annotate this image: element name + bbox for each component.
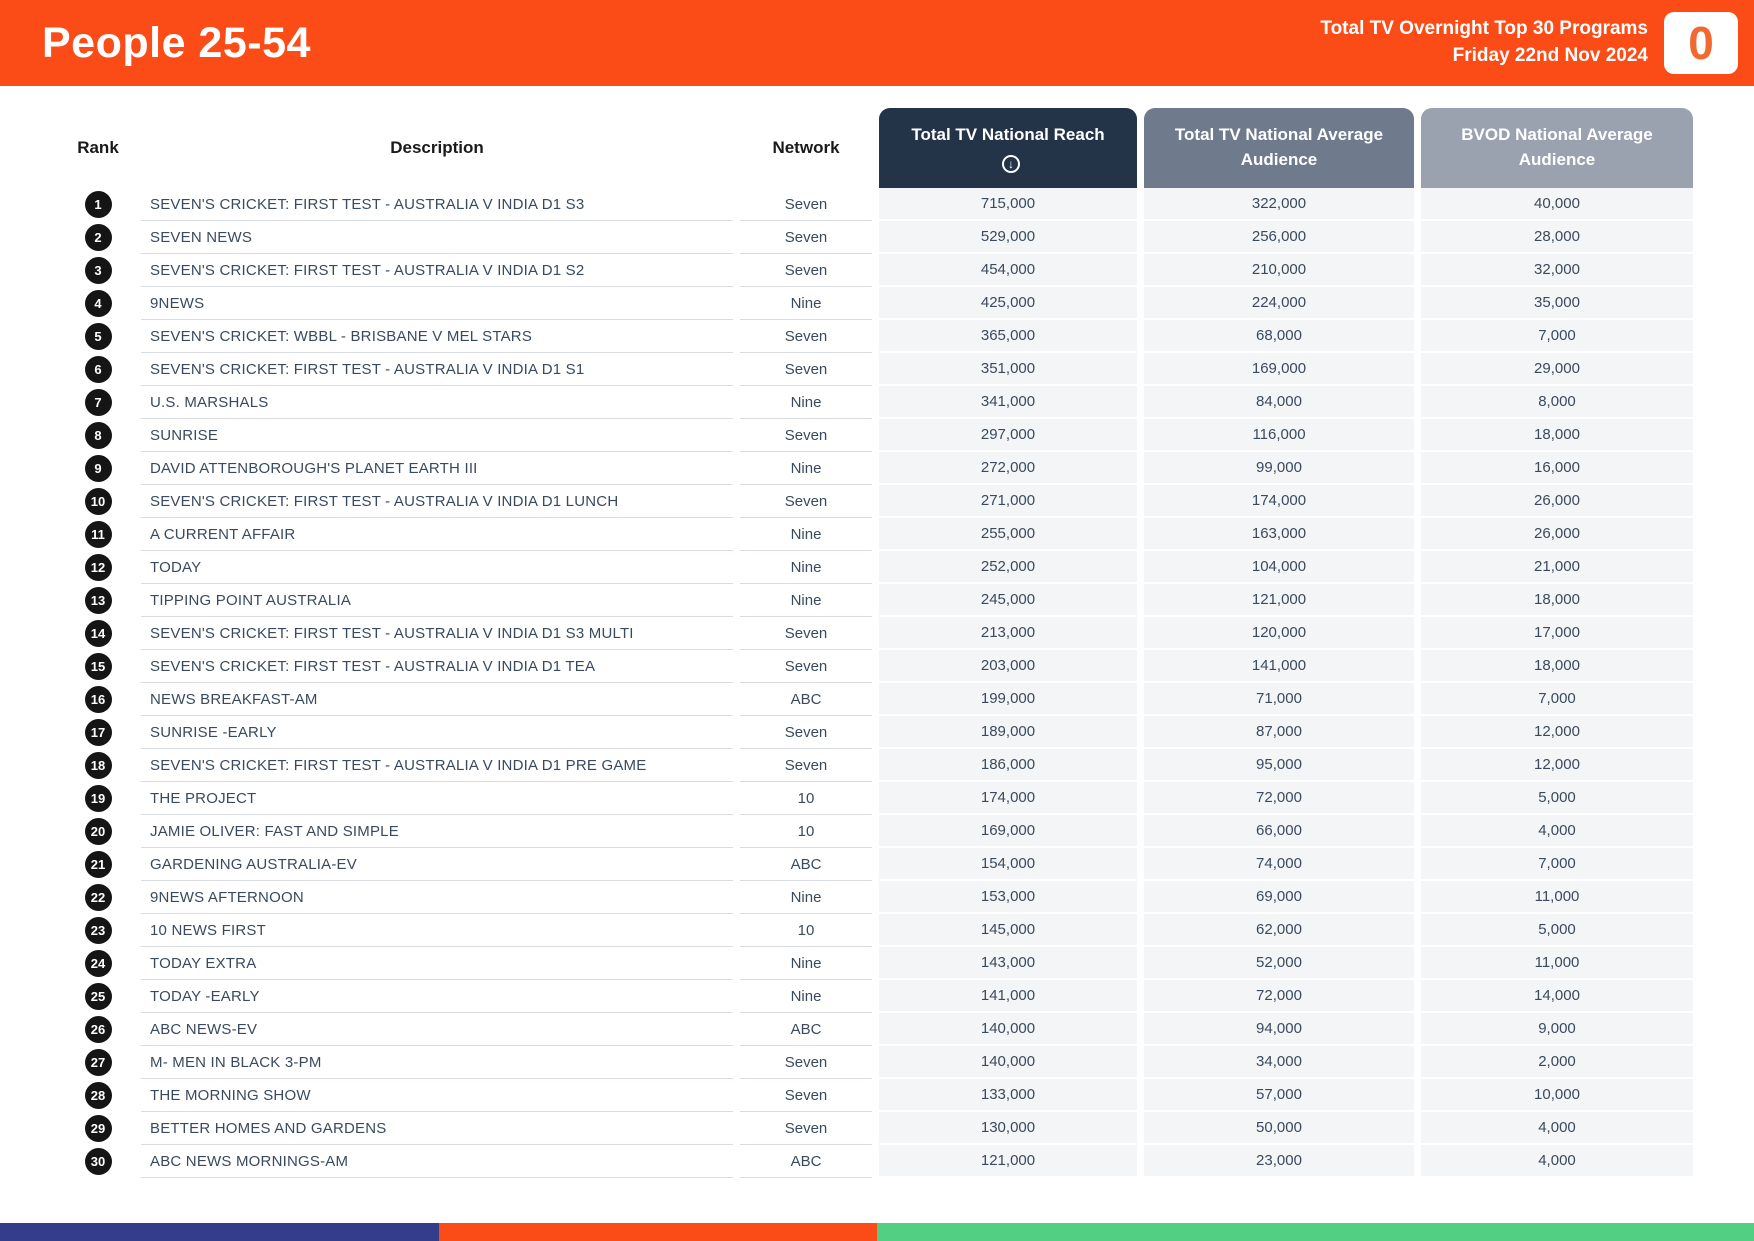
report-date: Friday 22nd Nov 2024 xyxy=(1452,45,1648,66)
rank-badge: 23 xyxy=(85,917,112,944)
network-cell: Nine xyxy=(740,551,872,584)
description-cell: 10 NEWS FIRST xyxy=(141,914,733,947)
avg-cell: 52,000 xyxy=(1144,947,1414,980)
description-cell: BETTER HOMES AND GARDENS xyxy=(141,1112,733,1145)
table-row xyxy=(62,914,1693,947)
network-cell: Seven xyxy=(740,650,872,683)
table-row xyxy=(62,320,1693,353)
rank-cell xyxy=(62,947,134,980)
table-row xyxy=(62,1046,1693,1079)
reach-cell: 245,000 xyxy=(879,584,1137,617)
bvod-cell: 16,000 xyxy=(1421,452,1693,485)
rank-cell xyxy=(62,551,134,584)
footer-bar-navy-segment xyxy=(0,1223,439,1241)
rank-badge: 11 xyxy=(85,521,112,548)
rank-cell xyxy=(62,188,134,221)
table-row xyxy=(62,419,1693,452)
reach-cell: 272,000 xyxy=(879,452,1137,485)
table-row xyxy=(62,980,1693,1013)
rank-badge: 2 xyxy=(85,224,112,251)
reach-cell: 425,000 xyxy=(879,287,1137,320)
avg-cell: 72,000 xyxy=(1144,980,1414,1013)
table-row xyxy=(62,683,1693,716)
column-header-bvod-average-audience: BVOD National Average Audience xyxy=(1421,108,1693,188)
rank-badge: 10 xyxy=(85,488,112,515)
network-cell: Seven xyxy=(740,1046,872,1079)
avg-cell: 169,000 xyxy=(1144,353,1414,386)
network-cell: Nine xyxy=(740,584,872,617)
network-cell: Nine xyxy=(740,518,872,551)
column-header-total-tv-reach[interactable] xyxy=(879,108,1137,188)
bvod-cell: 40,000 xyxy=(1421,188,1693,221)
description-cell: 9NEWS AFTERNOON xyxy=(141,881,733,914)
avg-cell: 121,000 xyxy=(1144,584,1414,617)
reach-cell: 203,000 xyxy=(879,650,1137,683)
network-cell: Seven xyxy=(740,419,872,452)
rank-badge: 20 xyxy=(85,818,112,845)
table-row xyxy=(62,518,1693,551)
reach-cell: 365,000 xyxy=(879,320,1137,353)
rank-badge: 12 xyxy=(85,554,112,581)
column-header-total-tv-average-audience: Total TV National Average Audience xyxy=(1144,108,1414,188)
description-cell: SEVEN'S CRICKET: FIRST TEST - AUSTRALIA V INDIA D1 TEA xyxy=(141,650,733,683)
description-cell: SUNRISE xyxy=(141,419,733,452)
network-cell: ABC xyxy=(740,848,872,881)
footer-color-bar xyxy=(0,1223,1754,1241)
description-cell: ABC NEWS MORNINGS-AM xyxy=(141,1145,733,1178)
bvod-cell: 18,000 xyxy=(1421,419,1693,452)
rank-badge: 26 xyxy=(85,1016,112,1043)
description-cell: A CURRENT AFFAIR xyxy=(141,518,733,551)
description-cell: SEVEN'S CRICKET: FIRST TEST - AUSTRALIA V INDIA D1 S3 xyxy=(141,188,733,221)
rank-cell xyxy=(62,287,134,320)
reach-cell: 130,000 xyxy=(879,1112,1137,1145)
rank-badge: 8 xyxy=(85,422,112,449)
network-cell: ABC xyxy=(740,1145,872,1178)
bvod-cell: 4,000 xyxy=(1421,1112,1693,1145)
avg-cell: 23,000 xyxy=(1144,1145,1414,1178)
rank-badge: 15 xyxy=(85,653,112,680)
table-row xyxy=(62,1145,1693,1178)
rank-cell xyxy=(62,914,134,947)
rank-cell xyxy=(62,980,134,1013)
table-row xyxy=(62,1112,1693,1145)
rank-cell xyxy=(62,848,134,881)
description-cell: SEVEN'S CRICKET: WBBL - BRISBANE V MEL STARS xyxy=(141,320,733,353)
reach-cell: 715,000 xyxy=(879,188,1137,221)
rank-badge: 22 xyxy=(85,884,112,911)
description-cell: ABC NEWS-EV xyxy=(141,1013,733,1046)
reach-cell: 213,000 xyxy=(879,617,1137,650)
bvod-cell: 35,000 xyxy=(1421,287,1693,320)
rank-cell xyxy=(62,452,134,485)
rank-cell xyxy=(62,815,134,848)
footer-bar-orange-segment xyxy=(439,1223,878,1241)
description-cell: SEVEN NEWS xyxy=(141,221,733,254)
column-header-network: Network xyxy=(772,138,840,157)
avg-cell: 120,000 xyxy=(1144,617,1414,650)
avg-cell: 256,000 xyxy=(1144,221,1414,254)
network-cell: Seven xyxy=(740,320,872,353)
bvod-cell: 11,000 xyxy=(1421,881,1693,914)
reach-cell: 252,000 xyxy=(879,551,1137,584)
avg-cell: 104,000 xyxy=(1144,551,1414,584)
rank-cell xyxy=(62,221,134,254)
rank-badge: 19 xyxy=(85,785,112,812)
bvod-cell: 10,000 xyxy=(1421,1079,1693,1112)
description-cell: SEVEN'S CRICKET: FIRST TEST - AUSTRALIA V INDIA D1 LUNCH xyxy=(141,485,733,518)
description-cell: THE MORNING SHOW xyxy=(141,1079,733,1112)
table-row xyxy=(62,815,1693,848)
avg-cell: 71,000 xyxy=(1144,683,1414,716)
table-body xyxy=(62,188,1693,1178)
reach-cell: 154,000 xyxy=(879,848,1137,881)
rank-badge: 14 xyxy=(85,620,112,647)
page-title: People 25-54 xyxy=(42,18,311,67)
table-row xyxy=(62,188,1693,221)
table-row xyxy=(62,1079,1693,1112)
bvod-cell: 12,000 xyxy=(1421,716,1693,749)
table-header-row xyxy=(62,108,1693,188)
avg-cell: 72,000 xyxy=(1144,782,1414,815)
rank-badge: 9 xyxy=(85,455,112,482)
rank-badge: 7 xyxy=(85,389,112,416)
bvod-cell: 9,000 xyxy=(1421,1013,1693,1046)
bvod-cell: 5,000 xyxy=(1421,782,1693,815)
description-cell: 9NEWS xyxy=(141,287,733,320)
table-row xyxy=(62,584,1693,617)
rank-cell xyxy=(62,650,134,683)
reach-cell: 140,000 xyxy=(879,1046,1137,1079)
avg-cell: 163,000 xyxy=(1144,518,1414,551)
table-row xyxy=(62,881,1693,914)
description-cell: SEVEN'S CRICKET: FIRST TEST - AUSTRALIA V INDIA D1 S2 xyxy=(141,254,733,287)
rank-cell xyxy=(62,683,134,716)
rank-cell xyxy=(62,617,134,650)
avg-cell: 34,000 xyxy=(1144,1046,1414,1079)
avg-cell: 68,000 xyxy=(1144,320,1414,353)
reach-cell: 145,000 xyxy=(879,914,1137,947)
rank-badge: 18 xyxy=(85,752,112,779)
description-cell: SUNRISE -EARLY xyxy=(141,716,733,749)
bvod-cell: 7,000 xyxy=(1421,320,1693,353)
avg-cell: 99,000 xyxy=(1144,452,1414,485)
column-header-total-tv-reach-label: Total TV National Reach xyxy=(911,125,1105,145)
rank-cell xyxy=(62,749,134,782)
rank-cell xyxy=(62,320,134,353)
bvod-cell: 26,000 xyxy=(1421,518,1693,551)
bvod-cell: 29,000 xyxy=(1421,353,1693,386)
network-cell: Seven xyxy=(740,188,872,221)
description-cell: SEVEN'S CRICKET: FIRST TEST - AUSTRALIA V INDIA D1 PRE GAME xyxy=(141,749,733,782)
reach-cell: 141,000 xyxy=(879,980,1137,1013)
reach-cell: 143,000 xyxy=(879,947,1137,980)
reach-cell: 255,000 xyxy=(879,518,1137,551)
bvod-cell: 32,000 xyxy=(1421,254,1693,287)
network-cell: Nine xyxy=(740,287,872,320)
bvod-cell: 2,000 xyxy=(1421,1046,1693,1079)
network-cell: Seven xyxy=(740,716,872,749)
rank-cell xyxy=(62,716,134,749)
rank-badge: 3 xyxy=(85,257,112,284)
rank-badge: 21 xyxy=(85,851,112,878)
table-row xyxy=(62,650,1693,683)
rank-badge: 24 xyxy=(85,950,112,977)
bvod-cell: 28,000 xyxy=(1421,221,1693,254)
reach-cell: 189,000 xyxy=(879,716,1137,749)
rank-badge: 4 xyxy=(85,290,112,317)
rank-badge: 29 xyxy=(85,1115,112,1142)
table-row xyxy=(62,551,1693,584)
description-cell: NEWS BREAKFAST-AM xyxy=(141,683,733,716)
network-cell: Nine xyxy=(740,980,872,1013)
avg-cell: 50,000 xyxy=(1144,1112,1414,1145)
rank-badge: 27 xyxy=(85,1049,112,1076)
rank-badge: 13 xyxy=(85,587,112,614)
avg-cell: 322,000 xyxy=(1144,188,1414,221)
rank-cell xyxy=(62,782,134,815)
table-row xyxy=(62,782,1693,815)
table-row xyxy=(62,848,1693,881)
rank-badge: 5 xyxy=(85,323,112,350)
bvod-cell: 26,000 xyxy=(1421,485,1693,518)
avg-cell: 69,000 xyxy=(1144,881,1414,914)
avg-cell: 174,000 xyxy=(1144,485,1414,518)
network-cell: 10 xyxy=(740,782,872,815)
reach-cell: 199,000 xyxy=(879,683,1137,716)
column-header-rank: Rank xyxy=(77,138,119,157)
network-cell: Nine xyxy=(740,386,872,419)
rank-cell xyxy=(62,1013,134,1046)
reach-cell: 297,000 xyxy=(879,419,1137,452)
network-cell: Seven xyxy=(740,254,872,287)
avg-cell: 62,000 xyxy=(1144,914,1414,947)
reach-cell: 341,000 xyxy=(879,386,1137,419)
bvod-cell: 7,000 xyxy=(1421,848,1693,881)
rank-badge: 25 xyxy=(85,983,112,1010)
rank-cell xyxy=(62,1112,134,1145)
report-name: Total TV Overnight Top 30 Programs xyxy=(1320,18,1648,40)
bvod-cell: 18,000 xyxy=(1421,584,1693,617)
description-cell: TODAY xyxy=(141,551,733,584)
description-cell: U.S. MARSHALS xyxy=(141,386,733,419)
reach-cell: 140,000 xyxy=(879,1013,1137,1046)
network-cell: ABC xyxy=(740,1013,872,1046)
bvod-cell: 17,000 xyxy=(1421,617,1693,650)
top-30-programs-table xyxy=(55,108,1700,1178)
network-cell: Seven xyxy=(740,1112,872,1145)
network-cell: Nine xyxy=(740,947,872,980)
table-row xyxy=(62,617,1693,650)
table-row xyxy=(62,749,1693,782)
bvod-cell: 5,000 xyxy=(1421,914,1693,947)
network-cell: 10 xyxy=(740,914,872,947)
oztam-logo-zero-icon: 0 xyxy=(1688,17,1714,69)
rank-cell xyxy=(62,881,134,914)
description-cell: DAVID ATTENBOROUGH'S PLANET EARTH III xyxy=(141,452,733,485)
rank-badge: 6 xyxy=(85,356,112,383)
table-row xyxy=(62,947,1693,980)
bvod-cell: 14,000 xyxy=(1421,980,1693,1013)
table-row xyxy=(62,254,1693,287)
description-cell: TODAY EXTRA xyxy=(141,947,733,980)
network-cell: Seven xyxy=(740,485,872,518)
rank-cell xyxy=(62,254,134,287)
description-cell: THE PROJECT xyxy=(141,782,733,815)
rank-cell xyxy=(62,1079,134,1112)
rank-cell xyxy=(62,518,134,551)
description-cell: M- MEN IN BLACK 3-PM xyxy=(141,1046,733,1079)
bvod-cell: 12,000 xyxy=(1421,749,1693,782)
table-row xyxy=(62,485,1693,518)
reach-cell: 169,000 xyxy=(879,815,1137,848)
network-cell: 10 xyxy=(740,815,872,848)
rank-badge: 30 xyxy=(85,1148,112,1175)
bvod-cell: 7,000 xyxy=(1421,683,1693,716)
reach-cell: 351,000 xyxy=(879,353,1137,386)
description-cell: SEVEN'S CRICKET: FIRST TEST - AUSTRALIA V INDIA D1 S1 xyxy=(141,353,733,386)
avg-cell: 84,000 xyxy=(1144,386,1414,419)
bvod-cell: 4,000 xyxy=(1421,1145,1693,1178)
avg-cell: 224,000 xyxy=(1144,287,1414,320)
description-cell: TIPPING POINT AUSTRALIA xyxy=(141,584,733,617)
reach-cell: 454,000 xyxy=(879,254,1137,287)
network-cell: Seven xyxy=(740,1079,872,1112)
top-banner xyxy=(0,0,1754,86)
avg-cell: 141,000 xyxy=(1144,650,1414,683)
bvod-cell: 11,000 xyxy=(1421,947,1693,980)
column-header-description: Description xyxy=(390,138,484,157)
description-cell: TODAY -EARLY xyxy=(141,980,733,1013)
reach-cell: 271,000 xyxy=(879,485,1137,518)
table-row xyxy=(62,716,1693,749)
avg-cell: 95,000 xyxy=(1144,749,1414,782)
reach-cell: 121,000 xyxy=(879,1145,1137,1178)
table-row xyxy=(62,221,1693,254)
rank-cell xyxy=(62,485,134,518)
description-cell: GARDENING AUSTRALIA-EV xyxy=(141,848,733,881)
oztam-logo xyxy=(1664,12,1738,74)
footer-bar-green-segment xyxy=(877,1223,1754,1241)
reach-cell: 174,000 xyxy=(879,782,1137,815)
avg-cell: 87,000 xyxy=(1144,716,1414,749)
reach-cell: 133,000 xyxy=(879,1079,1137,1112)
network-cell: Nine xyxy=(740,881,872,914)
table-row xyxy=(62,452,1693,485)
table-row xyxy=(62,1013,1693,1046)
rank-badge: 28 xyxy=(85,1082,112,1109)
network-cell: Seven xyxy=(740,353,872,386)
rank-badge: 16 xyxy=(85,686,112,713)
description-cell: SEVEN'S CRICKET: FIRST TEST - AUSTRALIA V INDIA D1 S3 MULTI xyxy=(141,617,733,650)
rank-cell xyxy=(62,1145,134,1178)
rank-cell xyxy=(62,419,134,452)
avg-cell: 74,000 xyxy=(1144,848,1414,881)
rank-cell xyxy=(62,386,134,419)
network-cell: Seven xyxy=(740,749,872,782)
reach-cell: 186,000 xyxy=(879,749,1137,782)
network-cell: Nine xyxy=(740,452,872,485)
avg-cell: 116,000 xyxy=(1144,419,1414,452)
avg-cell: 210,000 xyxy=(1144,254,1414,287)
report-subtitle xyxy=(1320,16,1648,70)
avg-cell: 66,000 xyxy=(1144,815,1414,848)
banner-right xyxy=(1320,12,1738,74)
table-row xyxy=(62,353,1693,386)
network-cell: Seven xyxy=(740,221,872,254)
avg-cell: 57,000 xyxy=(1144,1079,1414,1112)
table-row xyxy=(62,287,1693,320)
rank-badge: 17 xyxy=(85,719,112,746)
rank-cell xyxy=(62,1046,134,1079)
reach-cell: 153,000 xyxy=(879,881,1137,914)
avg-cell: 94,000 xyxy=(1144,1013,1414,1046)
rank-badge: 1 xyxy=(85,191,112,218)
network-cell: Seven xyxy=(740,617,872,650)
sort-descending-icon[interactable]: ↓ xyxy=(1002,155,1020,173)
description-cell: JAMIE OLIVER: FAST AND SIMPLE xyxy=(141,815,733,848)
bvod-cell: 21,000 xyxy=(1421,551,1693,584)
rank-cell xyxy=(62,584,134,617)
rank-cell xyxy=(62,353,134,386)
table-row xyxy=(62,386,1693,419)
bvod-cell: 4,000 xyxy=(1421,815,1693,848)
reach-cell: 529,000 xyxy=(879,221,1137,254)
bvod-cell: 18,000 xyxy=(1421,650,1693,683)
bvod-cell: 8,000 xyxy=(1421,386,1693,419)
network-cell: ABC xyxy=(740,683,872,716)
